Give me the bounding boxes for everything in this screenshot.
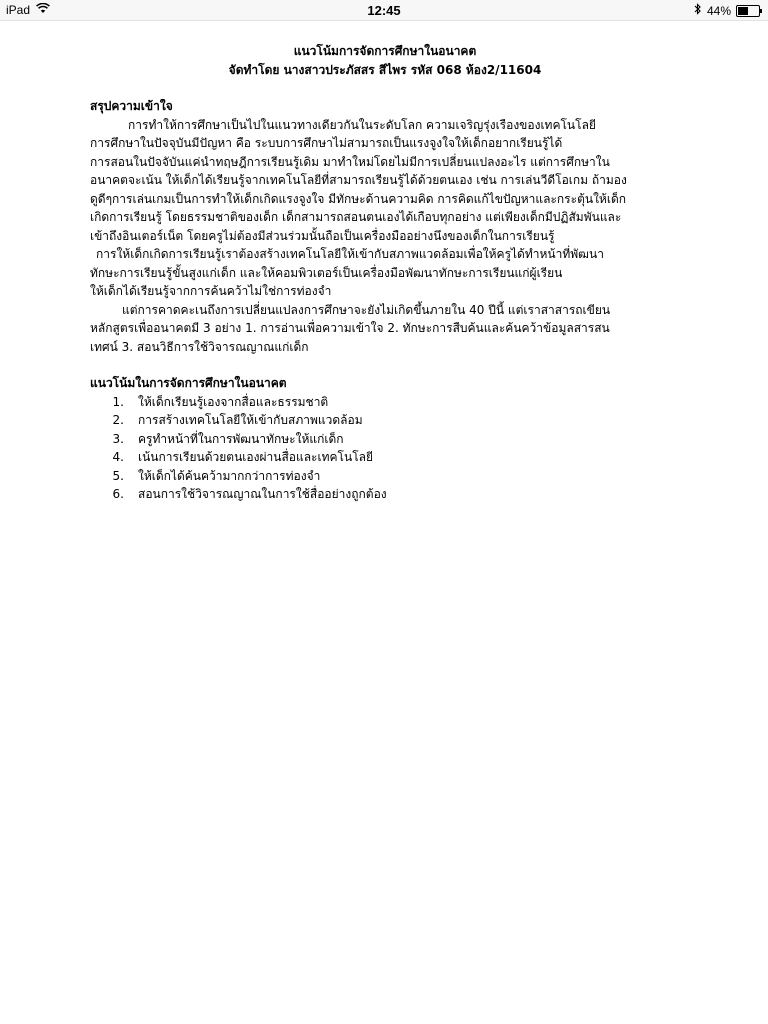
summary-line: แต่การคาดคะเนถึงการเปลี่ยนแปลงการศึกษาจะยังไม่เกิดขึ้นภายใน 40 ปีนี้ แต่เราสาสารถเขียน: [122, 302, 611, 317]
summary-line: การให้เด็กเกิดการเรียนรู้เราต้องสร้างเทคโนโลยีให้เข้ากับสภาพแวดล้อมเพื่อให้ครูได้ทำหน้าที่พัฒนา: [96, 247, 604, 261]
summary-line: การสอนในปัจจับันแค่นำทฤษฎีการเรียนรู้เดิม มาทำใหม่โดยไม่มีการเปลี่ยนแปลงอะไร แต่การศึกษาใน: [90, 154, 610, 169]
list-text: สอนการใช้วิจารณญาณในการใช้สื่ออย่างถูกต้อง: [138, 487, 387, 501]
summary-heading: สรุปความเข้าใจ: [90, 99, 173, 113]
trends-list: [90, 393, 680, 504]
list-number: 6.: [112, 487, 124, 501]
list-text: การสร้างเทคโนโลยีให้เข้ากับสภาพแวดล้อม: [138, 413, 363, 427]
summary-line: เทศน์ 3. สอนวิธีการใช้วิจารณญาณแก่เด็ก: [90, 339, 309, 354]
clock: 12:45: [367, 3, 401, 18]
battery-icon: [736, 5, 760, 17]
list-number: 5.: [112, 468, 124, 483]
summary-line: การทำให้การศึกษาเป็นไปในแนวทางเดียวกันในระดับโลก ความเจริญรุ่งเรืองของเทคโนโลยี: [128, 117, 596, 132]
battery-percent: 44%: [706, 3, 731, 18]
document-body: [90, 42, 680, 504]
trends-heading: แนวโน้มในการจัดการศึกษาในอนาคต: [90, 376, 287, 390]
battery-level: [738, 7, 748, 15]
spacer: [90, 79, 680, 97]
summary-line: เข้าถึงอินเตอร์เน็ต โดยครูไม่ต้องมีส่วนร่วมนั้นถือเป็นเครื่องมืออย่างนึงของเด็กในการเรียนรู้: [90, 228, 555, 243]
device-name: iPad: [6, 3, 31, 17]
summary-line: อนาคตจะเน้น ให้เด็กได้เรียนรู้จากเทคโนโลยีที่สามารถเรียนรู้ได้ด้วยตนเอง เช่น การเล่นวีดีโอเกม ถ้ามอง: [90, 173, 627, 187]
summary-line: ให้เด็กได้เรียนรู้จากการค้นคว้าไม่ใช่การท่องจำ: [90, 284, 332, 298]
spacer: [90, 356, 680, 374]
summary-line: หลักสูตรเพื่ออนาคตมี 3 อย่าง 1. การอ่านเพื่อความเข้าใจ 2. ทักษะการสืบค้นและค้นคว้าข้อมูลสารสน: [90, 321, 610, 335]
summary-line: ดูดีๆการเล่นเกมเป็นการทำให้เด็กเกิดแรงจูงใจ มีทักษะด้านความคิด การคิดแก้ไขปัญหาและกระตุ้นให้เด็ก: [90, 191, 626, 206]
status-right: [694, 3, 760, 18]
status-bar: [0, 0, 768, 21]
document-title: แนวโน้มการจัดการศึกษาในอนาคต: [293, 44, 477, 58]
bluetooth-icon: [694, 3, 702, 18]
list-text: ให้เด็กได้ค้นคว้ามากกว่าการท่องจำ: [138, 468, 321, 483]
list-text: ให้เด็กเรียนรู้เองจากสื่อและธรรมชาติ: [138, 394, 329, 409]
list-item: [90, 467, 680, 486]
list-number: 3.: [112, 431, 124, 446]
list-number: 1.: [112, 394, 124, 409]
list-item: [90, 430, 680, 449]
list-item: [90, 393, 680, 412]
list-number: 4.: [112, 450, 124, 464]
summary-line: ทักษะการเรียนรู้ขั้นสูงแก่เด็ก และให้คอมพิวเตอร์เป็นเครื่องมือพัฒนาทักษะการเรียนแก่ผู้เรียน: [90, 265, 563, 280]
document-byline: จัดทำโดย นางสาวประภัสสร สีไพร รหัส 068 ห้อง2/11604: [228, 62, 542, 77]
list-item: [90, 411, 680, 430]
list-number: 2.: [112, 413, 124, 427]
summary-line: เกิดการเรียนรู้ โดยธรรมชาติของเด็ก เด็กสามารถสอนตนเองได้เกือบทุกอย่าง แต่เพียงเด็กมีปฏิสัมพันและ: [90, 210, 622, 224]
summary-paragraph: [90, 116, 680, 357]
list-item: [90, 448, 680, 467]
list-text: ครูทำหน้าที่ในการพัฒนาทักษะให้แก่เด็ก: [138, 431, 344, 446]
summary-line: การศึกษาในปัจจุบันมีปัญหา คือ ระบบการศึกษาไม่สามารถเป็นแรงจูงใจให้เด็กอยากเรียนรู้ได้: [90, 136, 563, 150]
list-item: [90, 485, 680, 504]
list-text: เน้นการเรียนด้วยตนเองผ่านสื่อและเทคโนโลยี: [138, 450, 374, 464]
